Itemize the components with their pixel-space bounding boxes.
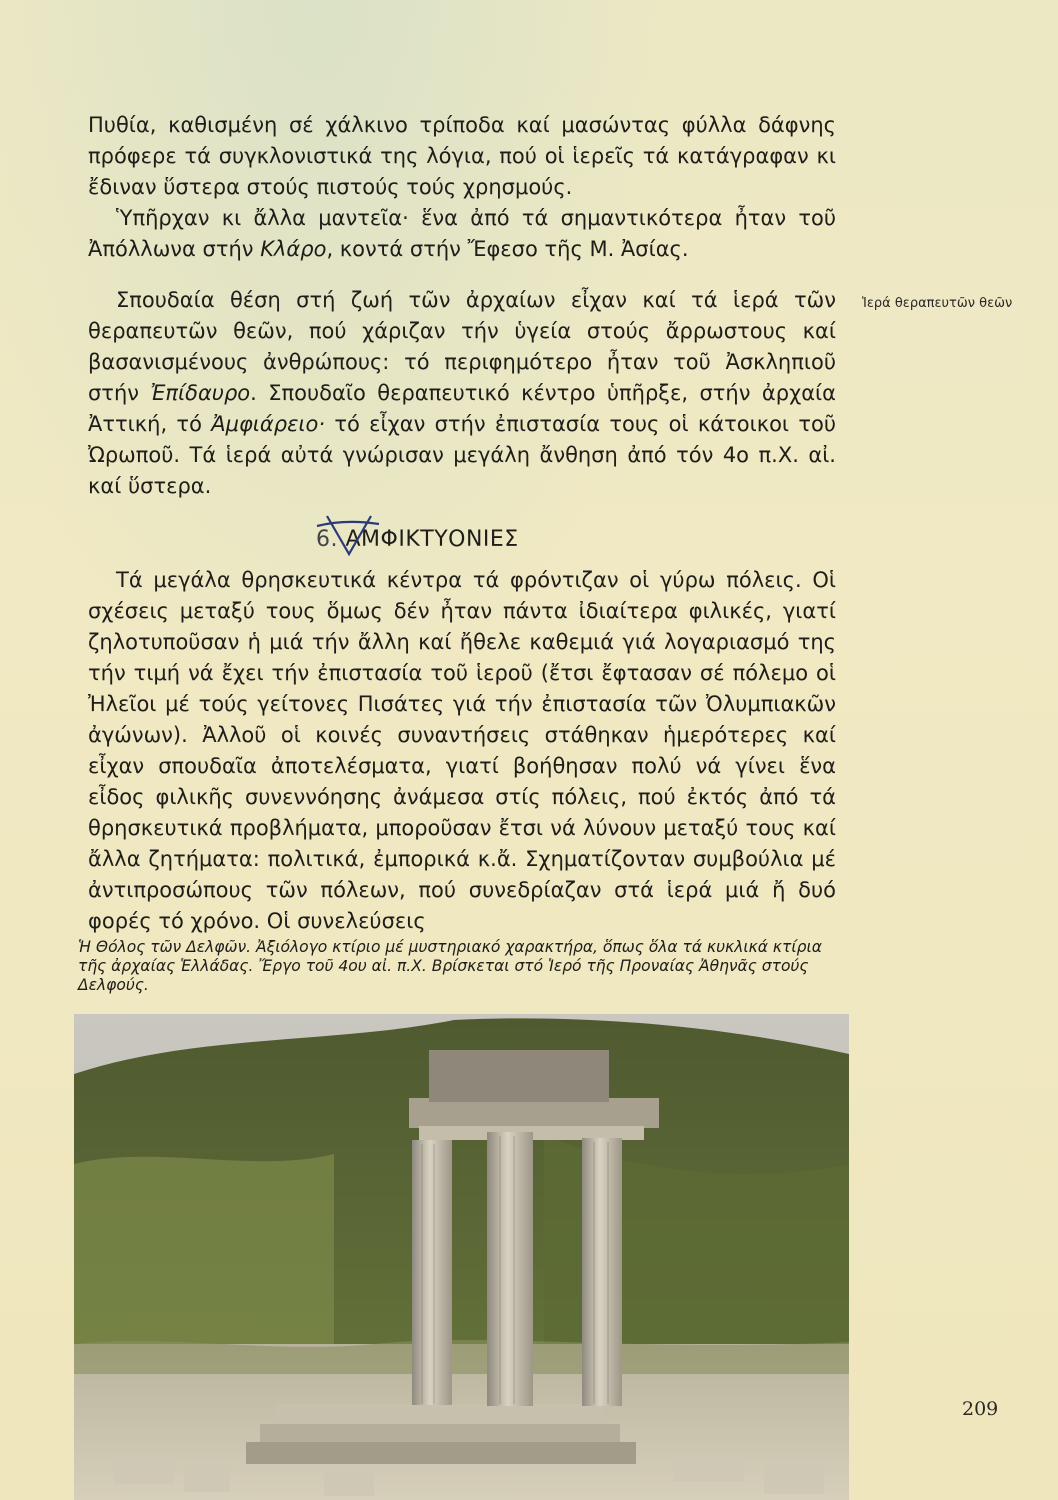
handwritten-check-mark (313, 510, 383, 558)
section-number: 6. (316, 527, 338, 552)
place-amphiareion: Ἀμφιάρειο· (211, 412, 326, 436)
paragraph-amphictyonies: Τά μεγάλα θρησκευτικά κέντρα τά φρόντιζαν οἱ γύρω πόλεις. Οἱ σχέσεις μεταξύ τους ὅμως δέν ἦταν πάντα ἰδιαίτερα φιλικές, γιατί ζηλοτυποῦσαν ἡ μιά τήν ἄλλη καί ἤθελε καθεμιά γιά λογαριασμό της τήν τιμή νά ἔχει τήν ἐπιστασία τοῦ ἱεροῦ (ἔτσι ἔφτασαν σέ πόλεμο οἱ Ἠλεῖοι μέ τούς γείτονες Πισάτες γιά τήν ἐπιστασία τῶν Ὀλυμπιακῶν ἀγώνων). Ἀλλοῦ οἱ κοινές συναντήσεις στάθηκαν ἡμερότερες καί εἶχαν σπουδαῖα ἀποτελέσματα, γιατί βοήθησαν πολύ νά γίνει ἕνα εἶδος φιλικῆς συνεννόησης ἀνάμεσα στίς πόλεις, πού ἐκτός ἀπό τά θρησκευτικά προβλήματα, μποροῦσαν ἔτσι νά λύνουν μεταξύ τους καί ἄλλα ζητήματα: πολιτικά, ἐμπορικά κ.ἄ. Σχηματίζονταν συμβούλια μέ ἀντιπροσώπους τῶν πόλεων, πού συνεδρίαζαν στά ἱερά μιά ἤ δυό φορές τό χρόνο. Οἱ συνελεύσεις (88, 568, 836, 933)
place-epidaurus: Ἐπίδαυρο (150, 381, 251, 405)
paragraph-oracles: Ὑπῆρχαν κι ἄλλα μαντεῖα· ἕνα ἀπό τά σημαντικότερα ἦταν τοῦ Ἀπόλλωνα στήν Κλάρο, κοντά στήν Ἔφεσο τῆς Μ. Ἀσίας. (88, 206, 836, 261)
photo-caption: Ἡ Θόλος τῶν Δελφῶν. Ἀξιόλογο κτίριο μέ μυστηριακό χαρακτήρα, ὅπως ὅλα τά κυκλικά κτίρια τῆς ἀρχαίας Ἑλλάδας. Ἔργο τοῦ 4ου αἰ. π.Χ. Βρίσκεται στό Ἱερό τῆς Προναίας Ἀθηνᾶς στούς Δελφούς. (78, 938, 822, 994)
section-title: ΑΜΦΙΚΤΥΟΝΙΕΣ (345, 527, 519, 552)
main-text-column (88, 110, 836, 937)
place-klaros: Κλάρο (260, 237, 327, 261)
tholos-illustration (74, 1014, 849, 1500)
section-heading (88, 524, 836, 555)
paragraph-pythia: Πυθία, καθισμένη σέ χάλκινο τρίποδα καί μασώντας φύλλα δάφνης πρόφερε τά συγκλονιστικά της λόγια, πού οἱ ἱερεῖς τά κατάγραφαν κι ἔδιναν ὕστερα στούς πιστούς τούς χρησμούς. (88, 113, 836, 199)
tholos-photo (74, 1014, 849, 1500)
page-number: 209 (962, 1398, 999, 1420)
paragraph-healing-sanctuaries: Σπουδαία θέση στή ζωή τῶν ἀρχαίων εἶχαν καί τά ἱερά τῶν θεραπευτῶν θεῶν, πού χάριζαν τήν ὑγεία στούς ἄρρωστους καί βασανισμένους ἀνθρώπους: τό περιφημότερο ἦταν τοῦ Ἀσκληπιοῦ στήν Ἐπίδαυρο. Σπουδαῖο θεραπευτικό κέντρο ὑπῆρξε, στήν ἀρχαία Ἀττική, τό Ἀμφιάρειο· τό εἶχαν στήν ἐπιστασία τους οἱ κάτοικοι τοῦ Ὠρωποῦ. Τά ἱερά αὐτά γνώρισαν μεγάλη ἄνθηση ἀπό τόν 4ο π.Χ. αἰ. καί ὕστερα. (88, 288, 837, 498)
margin-note: Ἱερά θεραπευτῶν θεῶν (862, 296, 1013, 311)
